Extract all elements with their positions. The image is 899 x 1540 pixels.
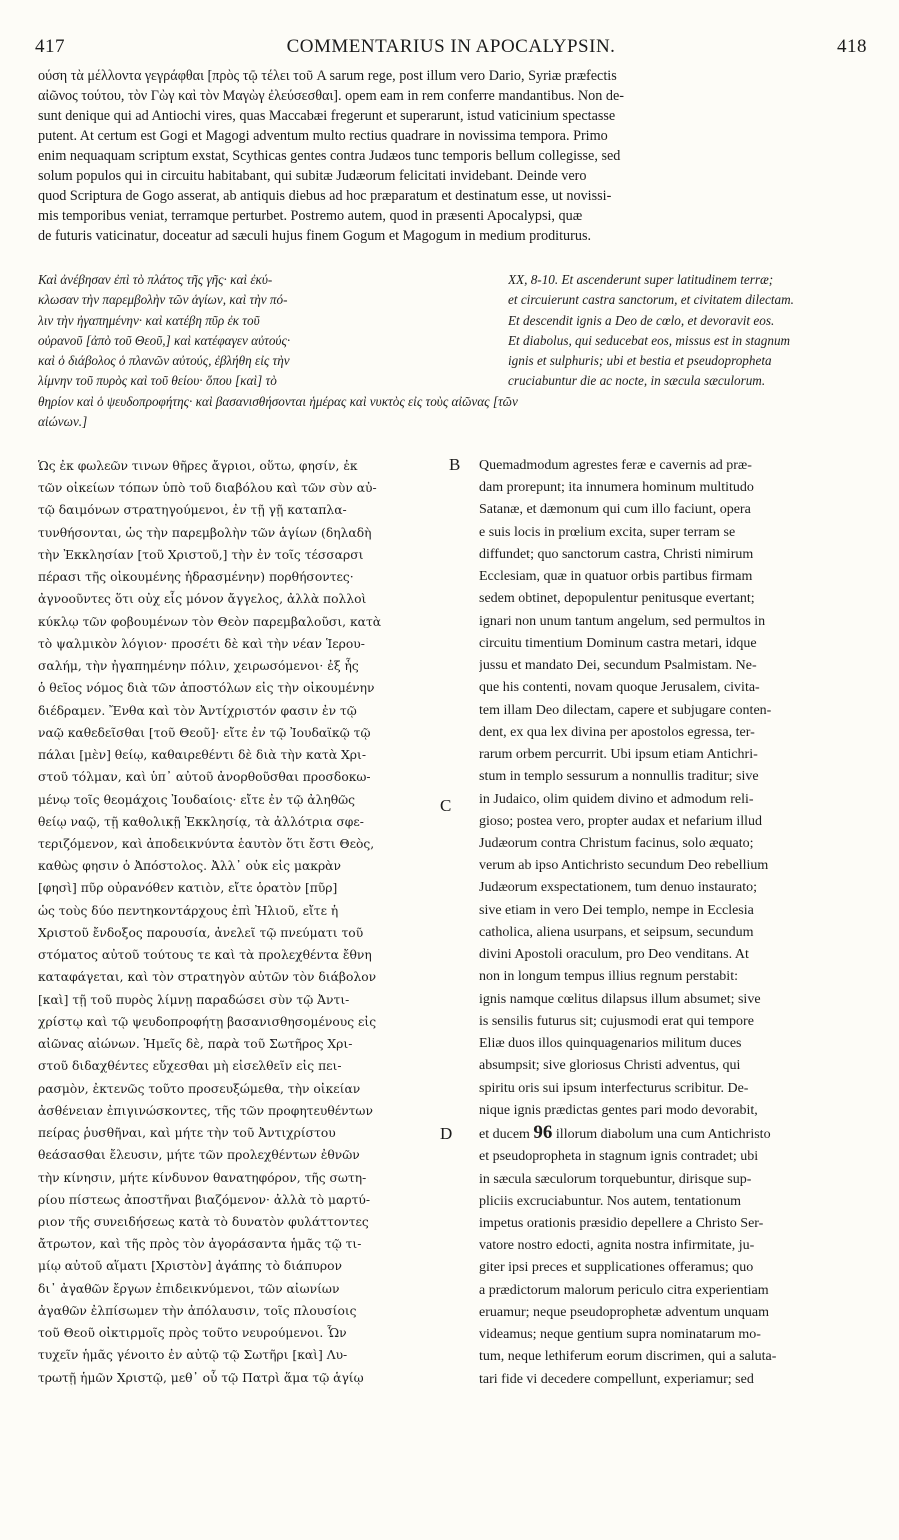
latin-text-line: nique ignis prædictas gentes pari modo devorabit, [479,1102,758,1118]
latin-text-line: Ecclesiam, quæ in quatuor orbis partibus firmam [479,569,753,585]
intro-line: ούση τὰ μέλλοντα γεγράφθαι [πρὸς τῷ τέλει τοῦ A sarum rege, post illum vero Dario, Syriæ præfectis [38,68,617,84]
latin-text-line: jussu et mandato Dei, secundum Psalmistam. Ne- [479,658,757,674]
greek-text-line: δι᾽ ἀγαθῶν ἔργων ἐπιδεικνύμενοι, τῶν αἰωνίων [38,1281,340,1296]
latin-text-line: non in longum tempus illius regnum perstabit: [479,969,738,985]
verse-latin-line: ignis et sulphuris; ubi et bestia et pseudopropheta [508,353,772,369]
intro-line: sunt denique qui ad Antiochi vires, quas Maccabæi fregerunt et superarunt, istud vaticinium spectasse [38,108,616,124]
greek-text-line: ρίου πίστεως ἀποστῆναι βιαζόμενον· ἀλλὰ τὸ μαρτύ- [38,1192,371,1207]
verse-greek [38,270,448,392]
verse-latin-line: XX, 8-10. Et ascenderunt super latitudinem terræ; [508,272,774,287]
greek-text-line: καταφάγεται, καὶ τὸν στρατηγὸν αὐτῶν τὸν διάβολον [38,970,377,985]
latin-text-line [479,1122,865,1146]
greek-text-line: ἀσθένειαν ἐπιγινώσκοντες, τῆς τῶν προφητευθέντων [38,1103,373,1118]
greek-text-line: Χριστοῦ ἔνδοξος παρουσία, ἀνελεῖ τῷ πνεύματι τοῦ [38,925,364,940]
greek-text-line: ἄτρωτον, καὶ τῆς πρὸς τὸν ἀγοράσαντα ἡμᾶς τῷ τι- [38,1237,362,1252]
greek-text-line: ὡς τοὺς δύο πεντηκοντάρχους ἐπὶ Ἠλιοῦ, εἴτε ἡ [38,903,339,918]
latin-text-line: catholica, aliena usurpans, et seipsum, secundum [479,924,754,940]
verse-greek-line: οὐρανοῦ [ἀπὸ τοῦ Θεοῦ,] καὶ κατέφαγεν αὐτούς· [38,332,291,348]
latin-text-line: circuitu timentium Dominum castra metari, idque [479,635,757,651]
greek-text-line: στοῦ διδαχθέντες εὔχεσθαι μὴ εἰσελθεῖν εἰς πει- [38,1059,342,1074]
intro-line: putent. At certum est Gogi et Magogi adventum multo rectius quadrare in novissima tempora. Primo [38,128,608,144]
greek-text-line: στοῦ τόλμαν, καὶ ὑπ᾽ αὐτοῦ ἀνορθοῦσθαι προσδοκω- [38,770,371,785]
greek-text-line: χρίστῳ καὶ τῷ ψευδοπροφήτῃ βασανισθησομένους εἰς [38,1014,377,1029]
latin-text-line: videamus; neque gentium supra nominatarum mo- [479,1327,761,1343]
latin-text-line: stum in templo sessurum a nonnullis traditur; sive [479,769,759,785]
greek-text-line: στόματος αὐτοῦ τούτους τε καὶ τὰ προλεχθέντα ἔθνη [38,948,372,963]
latin-text-line: e suis locis in prœlium excita, super terram se [479,524,736,540]
greek-text-line: Ὡς ἐκ φωλεῶν τινων θῆρες ἄγριοι, οὕτω, φησίν, ἐκ [38,459,358,473]
latin-text-line: diffundet; quo sanctorum castra, Christi nimirum [479,546,754,562]
verse-latin-line: Et diabolus, qui seducebat eos, missus est in stagnum [508,332,791,348]
latin-text-line: absumpsit; sive gloriosus Christi adventus, qui [479,1058,741,1074]
greek-text-line: τὴν Ἐκκλησίαν [τοῦ Χριστοῦ,] τὴν ἐν τοῖς τέσσαρσι [38,547,364,562]
latin-text-line: sive etiam in vero Dei templo, nempe in Ecclesia [479,902,754,918]
latin-text-line: verum ab ipso Antichristo secundum Deo rebellium [479,858,769,874]
verse-greek-wide-line: αἰώνων.] [38,414,88,430]
margin-marker-b: B [449,455,461,474]
verse-latin [508,270,863,392]
intro-paragraph [38,66,862,246]
latin-text-line: in Judaico, olim quidem divino et admodum reli- [479,791,754,807]
latin-text-line: vatore nostro edocti, agnita nostra infirmitate, ju- [479,1238,755,1254]
greek-text-line: καθὼς φησιν ὁ Ἀπόστολος. Ἀλλ᾽ οὐκ εἰς μακρὰν [38,859,341,874]
greek-commentary-column [38,455,448,1389]
margin-marker-c: C [440,796,452,815]
latin-text-line: in sæcula sæculorum torquebuntur, dirisque sup- [479,1171,752,1187]
latin-text-line: giter ipsi preces et supplicationes offeramus; quo [479,1260,754,1276]
greek-text-line: ριον τῆς συνειδήσεως κατὰ τὸ δυνατὸν φυλάττοντες [38,1214,369,1229]
latin-text-line: spiritu oris sui ipsum interfecturus scribitur. De- [479,1080,749,1096]
greek-text-line: σαλήμ, τὴν ἠγαπημένην πόλιν, χειρωσόμενοι· ἐξ ἧς [38,659,359,674]
intro-line: quod Scriptura de Gogo asserat, ab antiquis diebus ad hoc præparatum et destinatum esse, ut novissi- [38,188,612,204]
latin-text-line: ignis namque cœlitus dilapsus illum absumet; sive [479,991,761,1007]
greek-text-line: μίῳ αὐτοῦ αἵματι [Χριστὸν] ἀγάπης τὸ διάπυρον [38,1259,342,1274]
verse-latin-line: cruciabuntur die ac nocte, in sæcula sæculorum. [508,373,766,389]
greek-text-line: [φησὶ] πῦρ οὐρανόθεν κατιὸν, εἴτε ὁρατὸν [πῦρ] [38,881,338,896]
latin-text-line: Judæorum contra Christum facinus, solo æquato; [479,835,754,851]
latin-text-line: que his contenti, novam quoque Jerusalem, civita- [479,680,760,696]
latin-text-fragment: illorum diabolum una cum Antichristo [552,1127,771,1143]
latin-text-line: sedem obtinet, depopulentur penitusque evertant; [479,591,755,607]
greek-text-line: ὁ θεῖος νόμος διὰ τῶν ἀποστόλων εἰς τὴν οἰκουμένην [38,681,375,696]
latin-text-line: tari fide vi decedere compellunt, experiamur; sed [479,1371,754,1387]
verse-greek-line: καὶ ὁ διάβολος ὁ πλανῶν αὐτούς, ἐβλήθη εἰς τὴν [38,353,290,369]
latin-commentary-column [479,455,865,1391]
latin-text-line: a prædictorum malorum periculo citra experientiam [479,1282,769,1298]
greek-text-line: ρασμὸν, ἐκτενῶς τοῦτο προσευξώμεθα, τὴν οἰκείαν [38,1081,361,1096]
greek-text-line: ἀγαθῶν ἐλπίσωμεν τὴν ἀπόλαυσιν, τοῖς πλουσίοις [38,1303,357,1318]
latin-text-line: divini Apostoli oraculum, pro Deo venditans. At [479,947,749,963]
latin-text-line: Quemadmodum agrestes feræ e cavernis ad præ- [479,458,752,473]
latin-text-line: ignari non unum tantum angelum, sed permultos in [479,613,766,629]
intro-line: αἰῶνος τούτου, τὸν Γὼγ καὶ τὸν Μαγὼγ ἐλεύσεσθαι]. opem eam in rem conferre mandantibus. Non de- [38,88,625,104]
running-header [35,36,867,62]
greek-text-line: τρωτῇ ἡμῶν Χριστῷ, μεθ᾽ οὗ τῷ Πατρὶ ἅμα τῷ ἁγίῳ [38,1370,364,1385]
intro-line: de futuris vaticinatur, doceatur ad sæculi hujus finem Gogum et Magogum in medium proditurus. [38,228,592,244]
page-number-right: 418 [837,36,867,57]
greek-text-line: ναῷ καθεδεῖσθαι [τοῦ Θεοῦ]· εἴτε ἐν τῷ Ἰουδαϊκῷ τῷ [38,725,371,740]
greek-text-line: ἀγνοοῦντες ὅτι οὐχ εἷς μόνον ἄγγελος, ἀλλὰ πολλοὶ [38,592,367,607]
greek-text-line: τυχεῖν ἡμᾶς γένοιτο ἐν αὐτῷ τῷ Σωτῆρι [καὶ] Λυ- [38,1348,348,1363]
greek-text-line: τῷ δαιμόνων στρατηγούμενοι, ἐν τῇ γῇ καταπλα- [38,503,347,518]
greek-text-line: πείρας ῥυσθῆναι, καὶ μήτε τὴν τοῦ Ἀντιχρίστου [38,1126,336,1141]
latin-text-line: tum, neque lethiferum eorum discrimen, qui a saluta- [479,1349,777,1365]
greek-text-line: τυνθήσονται, ὡς τὴν παρεμβολὴν τῶν ἁγίων (δηλαδὴ [38,525,372,540]
greek-text-line: κύκλῳ τῶν φοβουμένων τὸν Θεὸν παρεμβαλοῦσι, κατὰ [38,614,382,629]
intro-line: solum populos qui in circuitu habitabant, qui subitæ Judæorum felicitati invidebant. Deinde vero [38,168,587,184]
greek-text-line: τὸ ψαλμικὸν λόγιον· προσέτι δὲ καὶ τὴν νέαν Ἱερου- [38,636,365,651]
greek-text-line: [καὶ] τῇ τοῦ πυρὸς λίμνῃ παραδώσει σὺν τῷ Ἀντι- [38,992,350,1007]
greek-text-line: πέρασι τῆς οἰκουμένης ἡδρασμένην) πορθήσοντες· [38,570,354,585]
greek-text-line: αἰῶνας αἰώνων. Ἡμεῖς δὲ, παρὰ τοῦ Σωτῆρος Χρι- [38,1037,353,1052]
verse-greek-wide-line: θηρίον καὶ ὁ ψευδοπροφήτης· καὶ βασανισθήσονται ἡμέρας καὶ νυκτὸς εἰς τοὺς αἰῶνας [τῶν [38,394,518,409]
margin-marker-d: D [440,1124,453,1143]
page-number-left: 417 [35,36,65,57]
verse-latin-line: et circuierunt castra sanctorum, et civitatem dilectam. [508,292,794,308]
latin-text-line: et pseudopropheta in stagnum ignis contradet; ubi [479,1149,759,1165]
greek-text-line: διέδραμεν. Ἔνθα καὶ τὸν Ἀντίχριστόν φασιν ἐν τῷ [38,703,357,718]
greek-text-line: πάλαι [μὲν] θείῳ, καθαιρεθέντι δὲ διὰ τὴν κατὰ Χρι- [38,748,366,763]
latin-text-line: Judæorum exspectationem, tum denuo instaurato; [479,880,758,896]
latin-text-line: gioso; postea vero, propter audax et nefarium illud [479,813,763,829]
column-number-marker: 96 [533,1122,553,1144]
latin-text-line: is sensilis futurus sit; cujusmodi erat qui tempore [479,1013,754,1029]
verse-greek-line: λιν τὴν ἠγαπημένην· καὶ κατέβη πῦρ ἐκ τοῦ [38,312,260,328]
intro-line: mis temporibus veniat, terramque perturbet. Postremo autem, quod in præsenti Apocalypsi, quæ [38,208,583,224]
latin-text-fragment: et ducem [479,1127,534,1143]
greek-text-line: θείῳ ναῷ, τῇ καθολικῇ Ἐκκλησίᾳ, τὰ ἀλλότρια σφε- [38,814,364,829]
verse-greek-line: Καὶ ἀνέβησαν ἐπὶ τὸ πλάτος τῆς γῆς· καὶ ἐκύ- [38,272,273,287]
greek-text-line: τὴν κίνησιν, μήτε κίνδυνον θανατηφόρον, τῆς σωτη- [38,1170,367,1185]
latin-text-line: Eliæ duos illos quinquagenarios militum duces [479,1036,742,1052]
verse-greek-line: λίμνην τοῦ πυρὸς καὶ τοῦ θείου· ὅπου [καὶ] τὸ [38,373,277,389]
latin-text-line: Satanæ, et dæmonum qui cum illo faciunt, opera [479,502,751,518]
greek-text-line: τῶν οἰκείων τόπων ὑπὸ τοῦ διαβόλου καὶ τῶν σὺν αὐ- [38,481,377,496]
greek-text-line: τοῦ Θεοῦ οἰκτιρμοῖς πρὸς τοῦτο νευρούμενοι. Ὧν [38,1326,347,1341]
greek-text-line: τεριζόμενον, καὶ ἀποδεικνύντα ἑαυτὸν ὅτι ἔστι Θεὸς, [38,836,375,851]
latin-text-line: tem illam Deo dilectam, capere et subjugare conten- [479,702,772,718]
greek-text-line: μένῳ τοῖς θεομάχοις Ἰουδαίοις· εἴτε ἐν τῷ ἀληθῶς [38,792,356,807]
latin-text-line: eruamur; neque pseudoprophetæ adventum unquam [479,1304,770,1320]
latin-text-line: impetus orationis præsidio depellere a Christo Ser- [479,1215,764,1231]
intro-line: enim nequaquam scriptum exstat, Scythicas gentes contra Judæos tunc temporis bellum collegisse, sed [38,148,621,164]
latin-text-line: rarum orbem percurrit. Ubi ipsum etiam Antichri- [479,747,758,763]
running-title: COMMENTARIUS IN APOCALYPSIN. [286,36,616,57]
latin-text-line: dam prorepunt; ita innumera hominum multitudo [479,480,754,496]
verse-greek-line: κλωσαν τὴν παρεμβολὴν τῶν ἁγίων, καὶ τὴν πό- [38,292,288,308]
latin-text-line: pliciis excruciabuntur. Nos autem, tentationum [479,1193,742,1209]
latin-text-line: dent, ex qua lex divina per apostolos egressa, ter- [479,724,755,740]
greek-text-line: θεάσασθαι ἔλευσιν, μήτε τῶν προλεχθέντων ἐθνῶν [38,1148,360,1163]
verse-latin-line: Et descendit ignis a Deo de cœlo, et devoravit eos. [508,312,775,328]
verse-greek-continuation [38,392,862,433]
